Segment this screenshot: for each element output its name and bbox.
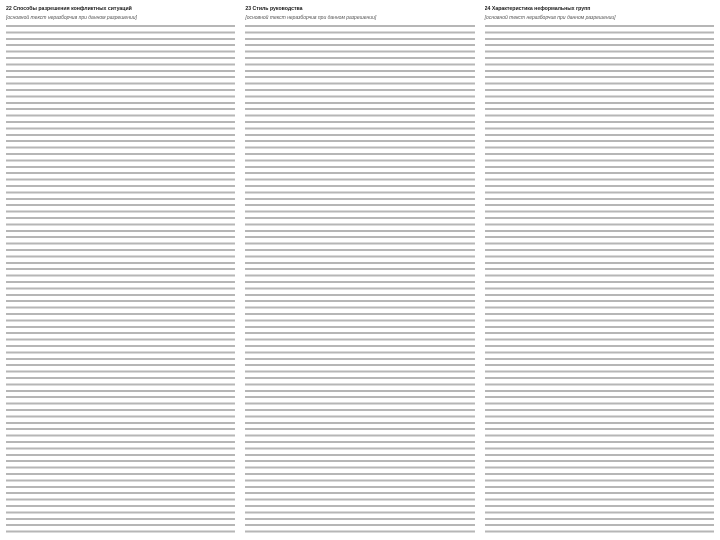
column-left: [6, 6, 235, 534]
column-middle: [245, 6, 474, 534]
section-heading-informal-groups: 24 Характеристика неформальных групп: [484, 6, 591, 12]
body-text-block: [6, 25, 235, 535]
body-text-block: [245, 25, 474, 535]
column-right: [485, 6, 714, 534]
illegible-text-note: [основной текст неразборчив при данном разрешении]: [6, 15, 137, 21]
section-heading-leadership-style: 23 Стиль руководства: [245, 6, 303, 12]
section-heading-conflict-resolution: 22 Способы разрешения конфликтных ситуаций: [6, 6, 132, 12]
illegible-text-note: [основной текст неразборчив при данном разрешении]: [484, 15, 616, 21]
body-text-block: [485, 25, 714, 535]
illegible-text-note: [основной текст неразборчив при данном разрешении]: [245, 15, 377, 21]
